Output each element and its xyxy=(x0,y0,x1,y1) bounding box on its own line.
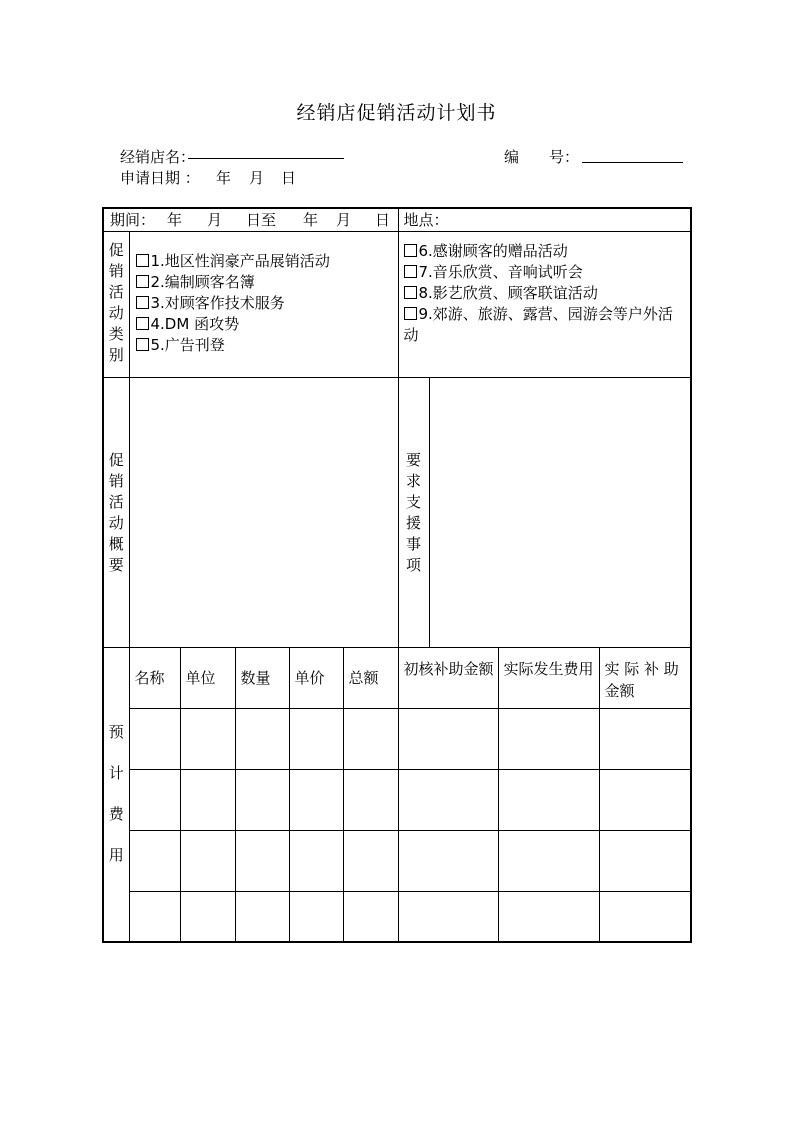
table-row xyxy=(103,709,691,770)
category-left-cell xyxy=(129,232,398,378)
table-row xyxy=(103,831,691,892)
summary-content-cell[interactable] xyxy=(129,378,398,648)
number-label: 编 号： xyxy=(504,148,580,166)
apply-month-unit: 月 xyxy=(249,169,265,187)
col-header-initial-subsidy: 初核补助金额 xyxy=(398,648,498,709)
page-title: 经销店促销活动计划书 xyxy=(296,102,497,124)
budget-label-cell xyxy=(103,648,129,942)
category-option-2[interactable]: 2.编制顾客名簿 xyxy=(136,272,398,293)
dealer-name-label: 经销店名： xyxy=(120,148,196,166)
category-option-1[interactable]: 1.地区性润豪产品展销活动 xyxy=(136,251,398,272)
place-label: 地点： xyxy=(403,211,449,229)
support-content-cell[interactable] xyxy=(429,378,691,648)
col-header-unit: 单位 xyxy=(180,648,235,709)
period-day-unit-2: 日 xyxy=(375,211,391,229)
category-option-4[interactable]: 4.DM 函攻势 xyxy=(136,314,398,335)
support-label: 要 求 支 援 事 项 xyxy=(405,450,421,574)
category-option-6[interactable]: 6.感谢顾客的赠品活动 xyxy=(404,241,691,262)
apply-date-label: 申请日期 ： xyxy=(120,169,200,187)
category-option-3[interactable]: 3.对顾客作技术服务 xyxy=(136,293,398,314)
col-header-total: 总额 xyxy=(343,648,398,709)
checkbox-icon[interactable] xyxy=(136,317,149,330)
category-option-5[interactable]: 5.广告刊登 xyxy=(136,335,398,356)
period-month-unit: 月 xyxy=(207,211,223,229)
summary-label-cell xyxy=(103,378,129,648)
period-year-unit-2: 年 xyxy=(303,211,319,229)
plan-form-table xyxy=(102,207,692,943)
period-year-unit: 年 xyxy=(167,211,183,229)
category-option-8[interactable]: 8.影艺欣赏、顾客联谊活动 xyxy=(404,283,691,304)
checkbox-icon[interactable] xyxy=(404,286,417,299)
number-field[interactable] xyxy=(582,162,683,163)
category-label: 促 销 活 动 类 别 xyxy=(108,241,124,364)
col-header-actual-subsidy: 实 际 补 助金额 xyxy=(599,648,691,709)
checkbox-icon[interactable] xyxy=(404,307,417,320)
table-row xyxy=(103,892,691,942)
table-row xyxy=(103,770,691,831)
checkbox-icon[interactable] xyxy=(136,338,149,351)
col-header-quantity: 数量 xyxy=(235,648,289,709)
col-header-unit-price: 单价 xyxy=(289,648,343,709)
category-option-7[interactable]: 7.音乐欣赏、音响试听会 xyxy=(404,262,691,283)
col-header-actual-cost: 实际发生费用 xyxy=(498,648,599,709)
checkbox-icon[interactable] xyxy=(136,275,149,288)
apply-day-unit: 日 xyxy=(281,169,297,187)
category-option-9-wrap: 动 xyxy=(403,326,419,344)
checkbox-icon[interactable] xyxy=(404,265,417,278)
col-header-name: 名称 xyxy=(129,648,180,709)
dealer-name-field[interactable] xyxy=(188,158,344,159)
support-label-cell xyxy=(398,378,429,648)
apply-year-unit: 年 xyxy=(216,169,232,187)
place-cell[interactable] xyxy=(398,208,691,232)
category-right-cell xyxy=(398,232,691,378)
period-label: 期间： xyxy=(110,211,156,229)
budget-label: 预 计 费 用 xyxy=(108,723,124,865)
period-cell[interactable] xyxy=(103,208,398,232)
period-day-to: 日至 xyxy=(246,211,277,229)
summary-label: 促 销 活 动 概 要 xyxy=(108,450,124,574)
category-option-9[interactable]: 9.郊游、旅游、露营、园游会等户外活 xyxy=(404,304,691,325)
checkbox-icon[interactable] xyxy=(136,296,149,309)
checkbox-icon[interactable] xyxy=(136,254,149,267)
checkbox-icon[interactable] xyxy=(404,244,417,257)
period-month-unit-2: 月 xyxy=(336,211,352,229)
category-label-cell xyxy=(103,232,129,378)
